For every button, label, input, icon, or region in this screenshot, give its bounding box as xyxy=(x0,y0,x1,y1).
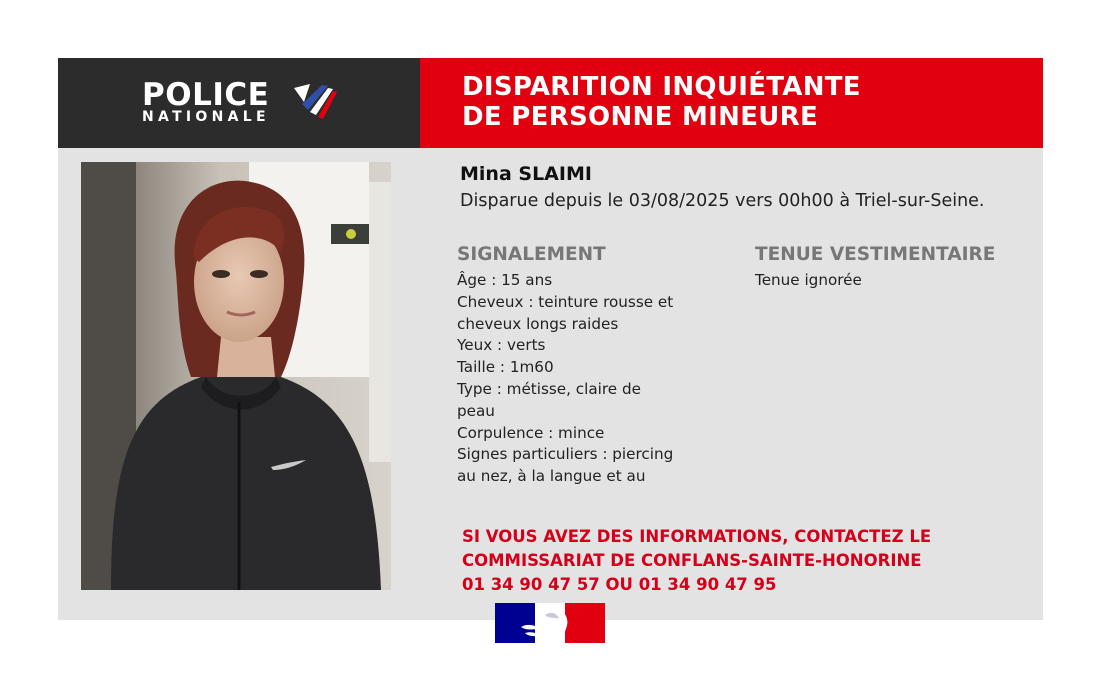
description-line: Âge : 15 ans xyxy=(457,271,553,289)
description-line: Corpulence : mince xyxy=(457,423,605,442)
contact-line-1: SI VOUS AVEZ DES INFORMATIONS, CONTACTEZ LE xyxy=(462,527,932,546)
description-title: SIGNALEMENT xyxy=(457,244,606,265)
notice-title-line-2: DE PERSONNE MINEURE xyxy=(462,102,819,132)
marianne-logo-icon xyxy=(495,603,605,643)
description-line: Cheveux : teinture rousse et xyxy=(457,292,674,311)
missing-person-notice xyxy=(58,58,1043,620)
notice-title xyxy=(462,72,861,132)
police-logo-block xyxy=(58,58,420,148)
clothing-title: TENUE VESTIMENTAIRE xyxy=(755,244,996,265)
portrait-image xyxy=(81,162,391,590)
missing-person-photo xyxy=(81,162,391,590)
logo-nationale-text: NATIONALE xyxy=(142,109,270,125)
description-line: Signes particuliers : piercing xyxy=(457,445,674,464)
description-line: cheveux longs raides xyxy=(457,314,619,333)
description-line: peau xyxy=(457,401,495,420)
contact-phone-numbers: 01 34 90 47 57 OU 01 34 90 47 95 xyxy=(462,575,777,594)
police-wings-icon xyxy=(292,82,338,120)
notice-header xyxy=(420,58,1043,148)
contact-line-2: COMMISSARIAT DE CONFLANS-SAINTE-HONORINE xyxy=(462,551,922,570)
clothing-text: Tenue ignorée xyxy=(755,271,862,289)
description-line: Taille : 1m60 xyxy=(457,358,554,377)
person-name: Mina SLAIMI xyxy=(460,163,592,185)
notice-title-line-1: DISPARITION INQUIÉTANTE xyxy=(462,72,861,102)
logo-police-text: POLICE xyxy=(142,77,270,113)
description-line: Type : métisse, claire de xyxy=(457,379,641,398)
missing-since-text: Disparue depuis le 03/08/2025 vers 00h00 à Triel-sur-Seine. xyxy=(460,191,985,211)
description-list xyxy=(457,270,702,488)
description-line: Yeux : verts xyxy=(457,336,546,355)
contact-info xyxy=(462,525,931,597)
description-line: au nez, à la langue et au xyxy=(457,467,646,486)
